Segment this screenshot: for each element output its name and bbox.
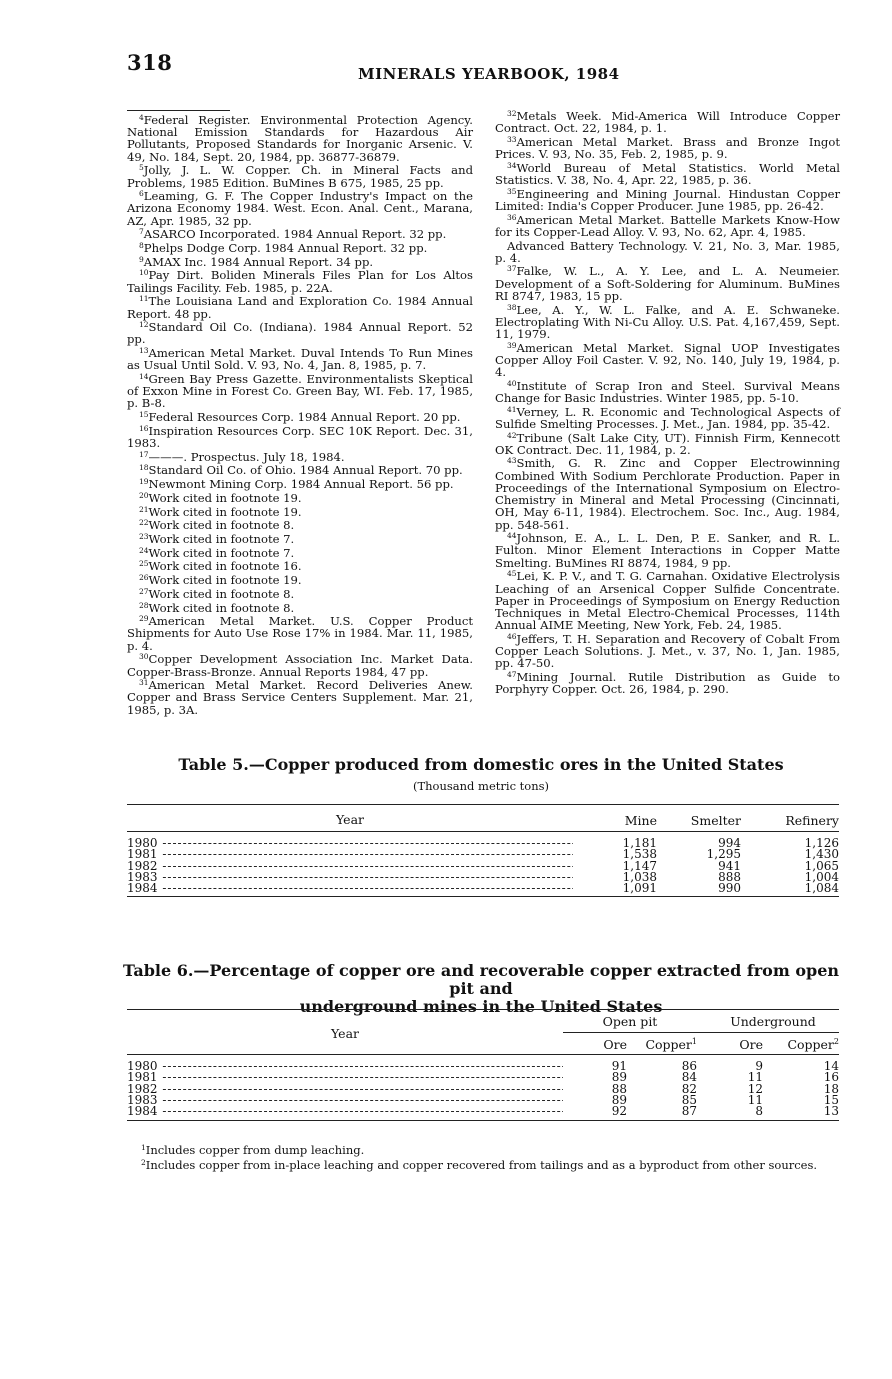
- table6-header-open-pit-copper: [627, 1033, 697, 1055]
- footnote-text: Mining Journal. Rutile Distribution as Guide to Porphyry Copper. Oct. 26, 1984, p. 290.: [495, 669, 840, 697]
- footnote-number: 28: [139, 600, 149, 610]
- footnote-text: The Louisiana Land and Exploration Co. 1984 Annual Report. 48 pp.: [127, 294, 473, 321]
- table-row: [127, 1055, 839, 1073]
- table6-value-cell: 84: [681, 1070, 697, 1085]
- footnote-text: Institute of Scrap Iron and Steel. Survival Means Change for Basic Industries. Winter 1985, pp. 5-10.: [495, 378, 840, 405]
- table6-value-cell: 91: [611, 1059, 627, 1074]
- footnote: [495, 532, 840, 569]
- table6: [127, 1009, 839, 1121]
- footnote-text: American Metal Market. Signal UOP Investigates Copper Alloy Foil Caster. V. 92, No. 140, July 19, 1984, p. 4.: [495, 340, 840, 380]
- footnote-text: ———. Prospectus. July 18, 1984.: [148, 449, 345, 464]
- footnote-text: Johnson, E. A., L. L. Den, P. E. Sanker, and R. L. Fulton. Minor Element Interactions in Copper Matte Smelting. BuMines RI 8874, 1984, 9 pp.: [495, 531, 840, 570]
- footnote-text: American Metal Market. Battelle Markets Know-How for its Copper-Lead Alloy. V. 93, No. 62, Apr. 4, 1985.: [495, 212, 840, 239]
- table-row: [127, 1095, 839, 1106]
- footnote: [495, 214, 840, 238]
- table5-value-cell: 1,538: [622, 847, 657, 862]
- footnote-number: 9: [139, 254, 144, 264]
- footnote-text: Falke, W. L., A. Y. Lee, and L. A. Neumeier. Development of a Soft-Soldering for Aluminum. BuMines RI 8747, 1983, 15 pp.: [495, 264, 840, 303]
- footnote-number: 24: [139, 545, 149, 555]
- footnote-number: 5: [139, 163, 144, 173]
- table5-subtitle: (Thousand metric tons): [412, 779, 550, 793]
- table6-header-year: Year: [331, 1026, 359, 1042]
- footnote: [127, 506, 473, 518]
- table6-value-cell: 88: [611, 1081, 627, 1096]
- footnote-text: Work cited in footnote 8.: [148, 586, 295, 601]
- footnote-number: 39: [507, 340, 517, 350]
- table6-title: [120, 962, 842, 1016]
- table5-value-cell: 1,126: [804, 836, 839, 850]
- footnote-text: AMAX Inc. 1984 Annual Report. 34 pp.: [143, 254, 374, 269]
- table-footnote: [127, 1143, 847, 1158]
- table6-year-cell: 1984 -----: [127, 1106, 563, 1120]
- table6-value-cell: 12: [747, 1081, 763, 1096]
- footnote: [127, 588, 473, 600]
- table-footnote-number: 2: [141, 1158, 146, 1167]
- footnote: [495, 406, 840, 430]
- footnote-text: Lee, A. Y., W. L. Falke, and A. E. Schwaneke. Electroplating With Ni-Cu Alloy. U.S. Pat. 4,167,459, Sept. 11, 1979.: [495, 302, 840, 341]
- table5-header-mine: Mine: [624, 813, 657, 828]
- footnote: [127, 547, 473, 559]
- footnote: [127, 533, 473, 545]
- footnote-text: Smith, G. R. Zinc and Copper Electrowinning Combined With Sodium Perchlorate Production. Paper in Proceedings of the International Symposium on Electro-Chemistry in Mineral and Metal Processing (Cincinnati, OH, May 6-11, 1984). Electrochem. Soc. Inc., Aug. 1984, pp. 548-561.: [495, 456, 840, 532]
- table6-value-cell: 11: [747, 1093, 763, 1108]
- footnote-text: Standard Oil Co. (Indiana). 1984 Annual Report. 52 pp.: [127, 320, 473, 347]
- footnote: [127, 602, 473, 614]
- footnote-text: Work cited in footnote 7.: [148, 545, 295, 560]
- footnote: [127, 190, 473, 227]
- footnote: [127, 114, 473, 163]
- footnote-text: World Bureau of Metal Statistics. World Metal Statistics. V. 38, No. 4, Apr. 22, 1985, p. 36.: [495, 160, 840, 188]
- table5-title: Table 5.—Copper produced from domestic ores in the United States: [178, 755, 784, 774]
- footnote-text: Work cited in footnote 7.: [148, 532, 295, 546]
- footnote: [127, 560, 473, 572]
- table6-value-cell: 11: [747, 1070, 763, 1085]
- table6-title-line2: underground mines in the United States: [299, 997, 663, 1016]
- footnote-number: 30: [139, 652, 149, 662]
- table6-value-cell: 14: [823, 1059, 839, 1074]
- footnote-number: 41: [507, 404, 517, 414]
- table6-value-cell: 16: [823, 1070, 839, 1085]
- footnote-number: 22: [139, 518, 149, 528]
- table-footnote: [127, 1158, 847, 1173]
- footnote-text: American Metal Market. Duval Intends To Run Mines as Usual Until Sold. V. 93, No. 4, Jan. 8, 1985, p. 7.: [127, 346, 473, 373]
- footnote: [495, 188, 840, 212]
- footnote-number: 18: [139, 463, 149, 473]
- footnote: [495, 265, 840, 302]
- table6-header-underground-ore: Ore: [739, 1037, 763, 1053]
- footnote-number: 11: [139, 294, 149, 304]
- footnote-text: Engineering and Mining Journal. Hindustan Copper Limited: India's Copper Producer. June 1985, pp. 26-42.: [495, 186, 840, 213]
- footnote-text: Tribune (Salt Lake City, UT). Finnish Firm, Kennecott OK Contract. Dec. 11, 1984, p. 2.: [495, 430, 840, 457]
- footnote: [127, 519, 473, 531]
- footnote: [495, 110, 840, 134]
- footnote: [127, 242, 473, 254]
- table-row: [127, 883, 839, 897]
- footnote-text: American Metal Market. Brass and Bronze Ingot Prices. V. 93, No. 35, Feb. 2, 1985, p. 9.: [495, 134, 840, 162]
- footnote-text: Advanced Battery Technology. V. 21, No. 3, Mar. 1985, p. 4.: [495, 238, 840, 265]
- footnote-number: 6: [139, 189, 144, 199]
- footnote-number: 15: [139, 410, 149, 420]
- table6-year-cell: 1983 -----: [127, 1095, 563, 1106]
- footnote-text: ASARCO Incorporated. 1984 Annual Report. 32 pp.: [143, 227, 447, 242]
- footnote-text: American Metal Market. U.S. Copper Product Shipments for Auto Use Rose 17% in 1984. Mar. 11, 1985, p. 4.: [127, 614, 473, 653]
- table-row: [127, 1072, 839, 1083]
- table5: [127, 804, 839, 897]
- footnote-number: 34: [507, 160, 517, 170]
- footnote-number: 43: [507, 456, 517, 466]
- footnote-separator: [127, 110, 230, 111]
- footnote-text: American Metal Market. Record Deliveries Anew. Copper and Brass Service Centers Supplement. Mar. 21, 1985, p. 3A.: [127, 678, 473, 717]
- footnote-number: 7: [139, 227, 144, 237]
- footnote-text: Work cited in footnote 16.: [148, 559, 302, 574]
- footnote-text: Pay Dirt. Boliden Minerals Files Plan for Los Altos Tailings Facility. Feb. 1985, p. 22A.: [127, 268, 473, 295]
- table6-copper-label: Copper: [645, 1037, 692, 1053]
- table6-year-cell: 1982 -----: [127, 1084, 563, 1095]
- footnote-number: 19: [139, 477, 149, 487]
- footnote-number: 29: [139, 614, 149, 624]
- footnote-number: 26: [139, 573, 149, 583]
- table6-value-cell: 89: [611, 1093, 627, 1108]
- footnote-number: 17: [139, 449, 149, 459]
- footnote: [495, 162, 840, 186]
- table5-year-cell: 1981 -----: [127, 849, 573, 860]
- footnote-number: 23: [139, 532, 149, 541]
- table6-value-cell: 86: [681, 1059, 697, 1074]
- footnote-text: Verney, L. R. Economic and Technological Aspects of Sulfide Smelting Processes. J. Met., Jan. 1984, pp. 35-42.: [495, 404, 840, 431]
- table6-value-cell: 89: [611, 1070, 627, 1085]
- footnote-text: Work cited in footnote 8.: [148, 600, 295, 615]
- footnote-number: 21: [139, 504, 149, 514]
- footnote-number: 8: [139, 241, 144, 251]
- table6-copper-label: Copper: [787, 1037, 834, 1053]
- table5-value-cell: 1,084: [804, 881, 839, 896]
- page-number: 318: [127, 50, 173, 75]
- table6-value-cell: 8: [755, 1104, 763, 1119]
- footnote: [127, 492, 473, 504]
- footnote-text: Newmont Mining Corp. 1984 Annual Report. 56 pp.: [148, 477, 454, 492]
- footnote-text: Inspiration Resources Corp. SEC 10K Report. Dec. 31, 1983.: [127, 423, 473, 451]
- footnotes-right-column: [495, 110, 840, 697]
- table5-value-cell: 1,147: [622, 858, 657, 873]
- table-footnote-number: 1: [141, 1143, 146, 1152]
- table6-header-open-pit: Open pit: [563, 1010, 697, 1033]
- footnote-text: Work cited in footnote 19.: [148, 490, 302, 505]
- footnote-number: 16: [139, 423, 149, 433]
- footnotes-left-column: [127, 110, 473, 717]
- table6-copper-note-2: 2: [833, 1037, 839, 1046]
- footnote: [127, 256, 473, 268]
- footnote: [495, 342, 840, 379]
- table6-value-cell: 15: [823, 1093, 839, 1108]
- footnote: [495, 457, 840, 530]
- table6-value-cell: 85: [681, 1093, 697, 1108]
- footnote-text: Copper Development Association Inc. Market Data. Copper-Brass-Bronze. Annual Reports 1984, 47 pp.: [127, 652, 473, 679]
- footnote-number: 4: [139, 113, 144, 122]
- table5-value-cell: 1,065: [804, 858, 839, 873]
- table6-year-cell: 1980 -----: [127, 1055, 563, 1073]
- footnote-text: Jeffers, T. H. Separation and Recovery of Cobalt From Copper Leach Solutions. J. Met., v. 37, No. 1, Jan. 1985, pp. 47-50.: [495, 631, 840, 671]
- footnote: [127, 411, 473, 423]
- table5-year-cell: 1984 -----: [127, 883, 573, 897]
- footnote: [495, 380, 840, 404]
- table5-year-cell: 1980 -----: [127, 832, 573, 850]
- footnote-number: 45: [507, 569, 517, 579]
- footnote-text: Work cited in footnote 19.: [148, 573, 302, 588]
- footnote-text: Standard Oil Co. of Ohio. 1984 Annual Report. 70 pp.: [148, 463, 463, 478]
- footnote: [127, 464, 473, 476]
- table6-year-cell: 1981 -----: [127, 1072, 563, 1083]
- footnote-number: 40: [507, 378, 517, 388]
- table5-value-cell: 941: [718, 858, 741, 873]
- footnote-number: 35: [507, 186, 517, 196]
- footnote-number: 31: [139, 678, 149, 688]
- footnote-number: 33: [507, 134, 517, 144]
- footnote: [127, 164, 473, 188]
- footnote-number: 14: [139, 372, 149, 382]
- table6-value-cell: 87: [681, 1104, 697, 1119]
- footnote-number: 20: [139, 490, 149, 500]
- footnote: [495, 570, 840, 631]
- footnote: [127, 295, 473, 319]
- table6-value-cell: 82: [681, 1081, 697, 1096]
- footnote: [127, 574, 473, 586]
- footnote: [127, 451, 473, 463]
- footnote: [127, 425, 473, 449]
- footnote-number: 25: [139, 559, 149, 569]
- footnote-number: 44: [507, 531, 517, 541]
- footnote: [127, 615, 473, 652]
- table-footnote-text: Includes copper from dump leaching.: [145, 1143, 365, 1157]
- footnote-number: 36: [507, 212, 517, 222]
- table-footnote-text: Includes copper from in-place leaching and copper recovered from tailings and as a byproduct from other sources.: [145, 1158, 818, 1172]
- footnote: [127, 347, 473, 371]
- footnote: [127, 228, 473, 240]
- table6-value-cell: 92: [611, 1104, 627, 1119]
- table5-value-cell: 888: [718, 869, 741, 884]
- footnote-text: Work cited in footnote 19.: [148, 504, 302, 519]
- footnote-number: 47: [507, 669, 517, 679]
- footnote: [127, 679, 473, 716]
- footnote-number: 10: [139, 268, 149, 278]
- footnote-text: Lei, K. P. V., and T. G. Carnahan. Oxidative Electrolysis Leaching of an Arsenical Copper Sulfide Concentrate. Paper in Proceedings of Symposium on Energy Reduction Techniques in Metal Electro-Chemical Processes, 114th Annual AIME Meeting, New York, Feb. 24, 1985.: [495, 569, 840, 633]
- table5-year-cell: 1982 -----: [127, 861, 573, 872]
- footnote: [127, 373, 473, 410]
- footnote: [495, 240, 840, 264]
- footnote-text: Federal Resources Corp. 1984 Annual Report. 20 pp.: [148, 410, 461, 425]
- table6-header-underground-copper: [763, 1033, 839, 1055]
- table6-header-open-pit-ore: Ore: [603, 1037, 627, 1053]
- footnote: [127, 269, 473, 293]
- table5-header-year: Year: [336, 811, 364, 827]
- footnote-text: Work cited in footnote 8.: [148, 518, 295, 533]
- table5-value-cell: 1,091: [622, 881, 657, 896]
- footnote-text: Green Bay Press Gazette. Environmentalists Skeptical of Exxon Mine in Forest Co. Green Bay, WI. Feb. 17, 1985, p. B-8.: [127, 372, 473, 411]
- footnote: [127, 478, 473, 490]
- footnote-text: Jolly, J. L. W. Copper. Ch. in Mineral Facts and Problems, 1985 Edition. BuMines B 675, 1985, 25 pp.: [127, 163, 473, 190]
- footnote: [495, 633, 840, 670]
- footnote-text: Metals Week. Mid-America Will Introduce Copper Contract. Oct. 22, 1984, p. 1.: [495, 109, 840, 136]
- table6-value-cell: 18: [823, 1081, 839, 1096]
- footnote-number: 42: [507, 430, 517, 440]
- table5-year-cell: 1983 -----: [127, 872, 573, 883]
- footnote: [495, 304, 840, 341]
- footnote: [127, 653, 473, 677]
- footnote-number: 46: [507, 631, 517, 641]
- footnote-number: 38: [507, 302, 517, 312]
- table6-header-underground: Underground: [697, 1010, 839, 1033]
- table5-value-cell: 1,430: [804, 847, 839, 862]
- footnote: [495, 671, 840, 695]
- footnote-number: 27: [139, 586, 149, 596]
- running-head: MINERALS YEARBOOK, 1984: [358, 65, 620, 83]
- footnote-number: 13: [139, 346, 149, 356]
- table5-value-cell: 994: [718, 836, 741, 850]
- footnote: [495, 136, 840, 160]
- table5-header-smelter: Smelter: [690, 813, 741, 828]
- table5-header-refinery: Refinery: [785, 813, 839, 828]
- table5-value-cell: 1,038: [622, 869, 657, 884]
- table6-title-line1: Table 6.—Percentage of copper ore and recoverable copper extracted from open pit and: [122, 961, 840, 998]
- footnote-number: 32: [507, 109, 517, 118]
- table5-value-cell: 1,181: [622, 836, 657, 850]
- table5-value-cell: 1,295: [706, 847, 741, 862]
- table6-footnotes: [127, 1143, 847, 1173]
- footnote-number: 12: [139, 320, 149, 330]
- table5-value-cell: 1,004: [804, 869, 839, 884]
- table6-value-cell: 13: [823, 1104, 839, 1119]
- footnote-text: Phelps Dodge Corp. 1984 Annual Report. 32 pp.: [143, 241, 428, 256]
- footnote: [127, 321, 473, 345]
- footnote-number: 37: [507, 264, 517, 274]
- table-row: [127, 1106, 839, 1120]
- footnote-text: Leaming, G. F. The Copper Industry's Impact on the Arizona Economy 1984. West. Econ. Anal. Cent., Marana, AZ, Apr. 1985, 32 pp.: [127, 189, 473, 228]
- table6-value-cell: 9: [755, 1059, 763, 1074]
- table6-copper-note-1: 1: [691, 1037, 697, 1046]
- table5-value-cell: 990: [718, 881, 741, 896]
- footnote-text: Federal Register. Environmental Protection Agency. National Emission Standards for Hazardous Air Pollutants, Proposed Standards for Inorganic Arsenic. V. 49, No. 184, Sept. 20, 1984, pp. 36877-36879.: [127, 113, 473, 164]
- table-row: [127, 1084, 839, 1095]
- footnote: [495, 432, 840, 456]
